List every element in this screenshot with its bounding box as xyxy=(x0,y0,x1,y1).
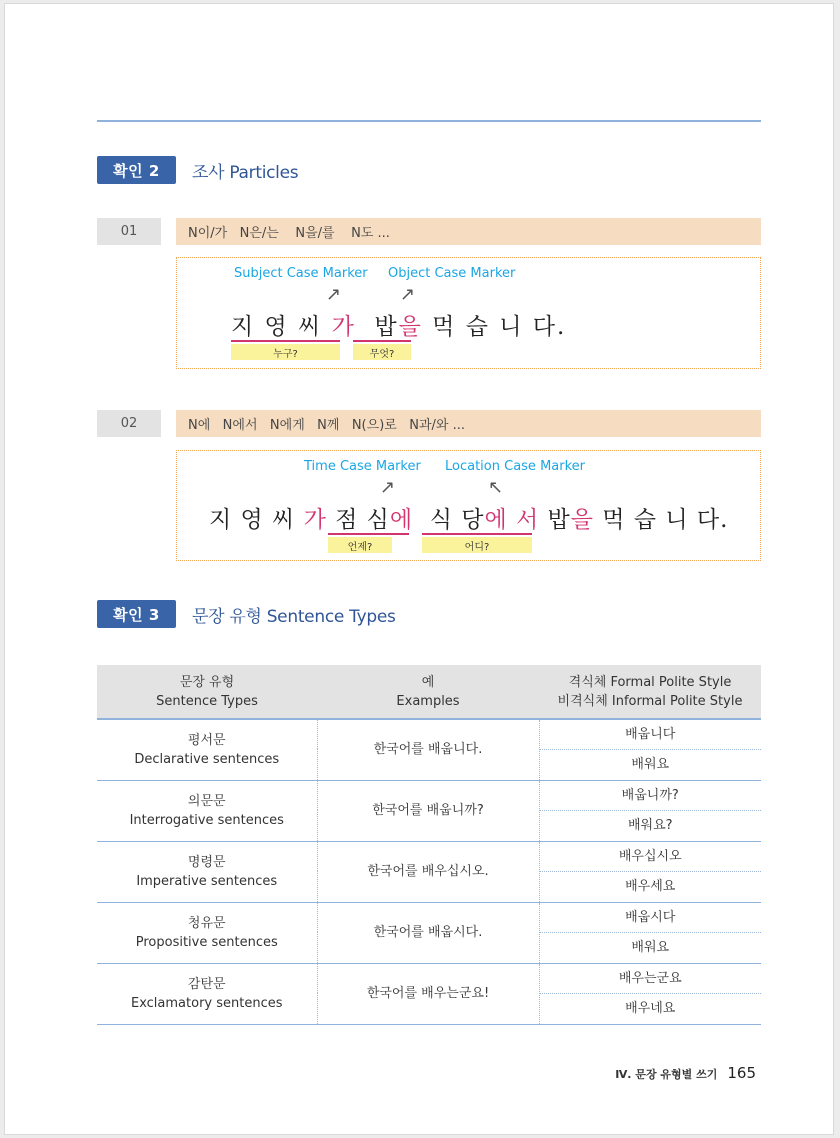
page-footer xyxy=(615,1064,756,1082)
header-styles xyxy=(539,665,761,719)
hint-when: 언제? xyxy=(328,537,392,553)
object-marker-label: Object Case Marker xyxy=(388,266,516,281)
sentence-types-table xyxy=(97,665,761,1025)
type-ko: 명령문 xyxy=(187,854,226,870)
type-ko: 평서문 xyxy=(187,732,226,748)
type-cell xyxy=(97,780,317,841)
header-col3-informal: 비격식체 Informal Polite Style xyxy=(557,693,743,709)
type-en: Exclamatory sentences xyxy=(130,995,283,1011)
header-col3-formal: 격식체 Formal Polite Style xyxy=(568,674,732,690)
header-sentence-types xyxy=(97,665,317,719)
example-2-number: 02 xyxy=(97,410,161,437)
sentence-part: 점 심 xyxy=(326,507,390,533)
informal-cell: 배우네요 xyxy=(539,993,761,1024)
table-row xyxy=(97,719,761,749)
example-2-pattern: N에 N에서 N에게 N께 N(으)로 N과/와 ... xyxy=(176,410,761,437)
sentence-part: 지 영 씨 xyxy=(231,314,332,340)
subject-particle: 가 xyxy=(331,314,356,340)
sentence-part: 먹 습 니 다. xyxy=(593,507,729,533)
subject-underline xyxy=(231,340,340,342)
formal-cell: 배웁니다 xyxy=(539,719,761,749)
location-marker-label: Location Case Marker xyxy=(445,459,585,474)
example-1-pattern: N이/가 N은/는 N을/를 N도 ... xyxy=(176,218,761,245)
location-particle: 에 서 xyxy=(484,507,540,533)
formal-cell: 배웁니까? xyxy=(539,780,761,810)
object-particle: 을 xyxy=(570,507,594,533)
hint-what: 무엇? xyxy=(353,344,411,360)
type-en: Imperative sentences xyxy=(136,873,278,889)
table-header-row xyxy=(97,665,761,719)
example-cell: 한국어를 배웁시다. xyxy=(317,902,539,963)
type-ko: 감탄문 xyxy=(187,976,226,992)
example-cell: 한국어를 배우십시오. xyxy=(317,841,539,902)
time-arrow-icon: ↗ xyxy=(380,477,396,498)
table-row xyxy=(97,780,761,810)
header-col2-ko: 예 xyxy=(421,674,435,690)
subject-arrow-icon: ↗ xyxy=(326,284,342,305)
formal-cell: 배우십시오 xyxy=(539,841,761,871)
informal-cell: 배워요 xyxy=(539,749,761,780)
section-2-title: 조사 Particles xyxy=(192,162,299,183)
example-cell: 한국어를 배웁니다. xyxy=(317,719,539,780)
type-en: Propositive sentences xyxy=(135,934,278,950)
hint-where: 어디? xyxy=(422,537,532,553)
header-col2-en: Examples xyxy=(396,693,460,709)
type-en: Declarative sentences xyxy=(134,751,280,767)
location-underline xyxy=(422,533,532,535)
formal-cell: 배우는군요 xyxy=(539,963,761,993)
section-2-badge: 확인 2 xyxy=(97,156,176,184)
textbook-page xyxy=(4,3,834,1135)
object-particle: 을 xyxy=(398,314,423,340)
table-row xyxy=(97,902,761,932)
type-cell xyxy=(97,841,317,902)
sentence-part: 식 당 xyxy=(413,507,485,533)
example-cell: 한국어를 배웁니까? xyxy=(317,780,539,841)
page-number: 165 xyxy=(727,1064,756,1082)
informal-cell: 배우세요 xyxy=(539,871,761,902)
hint-who: 누구? xyxy=(231,344,340,360)
example-2-sentence xyxy=(209,501,728,534)
informal-cell: 배워요 xyxy=(539,932,761,963)
time-underline xyxy=(328,533,409,535)
sentence-part: 밥 xyxy=(355,314,399,340)
object-arrow-icon: ↗ xyxy=(400,284,416,305)
section-3-title: 문장 유형 Sentence Types xyxy=(192,606,396,627)
header-examples xyxy=(317,665,539,719)
header-col1-ko: 문장 유형 xyxy=(179,674,235,690)
formal-cell: 배웁시다 xyxy=(539,902,761,932)
section-3-header xyxy=(97,600,396,628)
example-1-sentence xyxy=(231,308,566,341)
example-cell: 한국어를 배우는군요! xyxy=(317,963,539,1024)
table-row xyxy=(97,963,761,993)
section-3-badge: 확인 3 xyxy=(97,600,176,628)
table-row xyxy=(97,841,761,871)
location-arrow-icon: ↖ xyxy=(488,477,504,498)
type-cell xyxy=(97,963,317,1024)
sentence-part: 지 영 씨 xyxy=(209,507,304,533)
informal-cell: 배워요? xyxy=(539,810,761,841)
example-1-box xyxy=(176,257,761,369)
type-cell xyxy=(97,902,317,963)
type-en: Interrogative sentences xyxy=(129,812,284,828)
object-underline xyxy=(353,340,411,342)
type-ko: 의문문 xyxy=(187,793,226,809)
type-ko: 청유문 xyxy=(187,915,226,931)
example-2-box xyxy=(176,450,761,561)
header-col1-en: Sentence Types xyxy=(156,693,258,709)
chapter-label: Ⅳ. 문장 유형별 쓰기 xyxy=(615,1068,718,1081)
time-marker-label: Time Case Marker xyxy=(304,459,421,474)
time-particle: 에 xyxy=(389,507,414,533)
subject-marker-label: Subject Case Marker xyxy=(234,266,368,281)
sentence-part: 밥 xyxy=(539,507,571,533)
section-2-header xyxy=(97,156,298,184)
type-cell xyxy=(97,719,317,780)
sentence-part: 먹 습 니 다. xyxy=(422,314,567,340)
subject-particle: 가 xyxy=(303,507,327,533)
example-1-number: 01 xyxy=(97,218,161,245)
top-divider xyxy=(97,120,761,122)
